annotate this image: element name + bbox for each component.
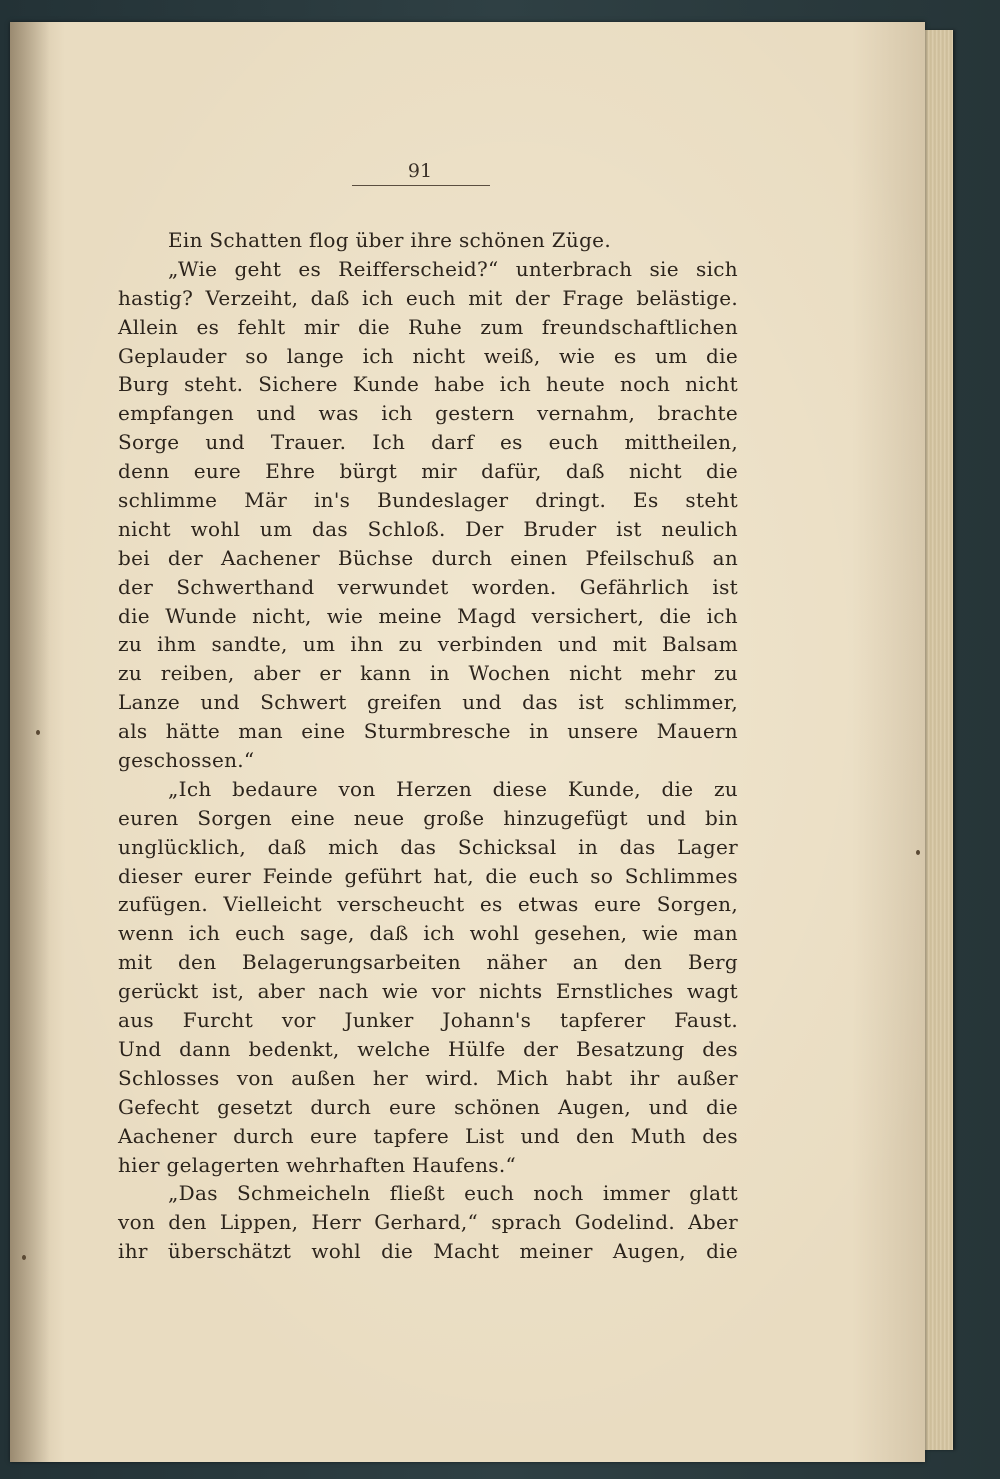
text-line: ihr überschätzt wohl die Macht meiner Augen, die xyxy=(118,1239,738,1264)
text-line: „Das Schmeicheln fließt euch noch immer glatt xyxy=(168,1181,738,1206)
text-line: zufügen. Vielleicht verscheucht es etwas eure Sorgen, xyxy=(118,892,738,917)
text-line: euren Sorgen eine neue große hinzugefügt und bin xyxy=(118,805,738,830)
text-line: Sorge und Trauer. Ich darf es euch mittheilen, xyxy=(118,430,738,455)
text-line: aus Furcht vor Junker Johann's tapferer Faust. xyxy=(118,1008,738,1033)
text-line: hier gelagerten wehrhaften Haufens.“ xyxy=(118,1152,517,1177)
text-line: denn eure Ehre bürgt mir dafür, daß nicht die xyxy=(118,459,738,484)
text-line: „Ich bedaure von Herzen diese Kunde, die zu xyxy=(168,776,738,801)
text-line: die Wunde nicht, wie meine Magd versichert, die ich xyxy=(118,603,738,628)
text-line: wenn ich euch sage, daß ich wohl gesehen, wie man xyxy=(118,921,738,946)
text-line: Burg steht. Sichere Kunde habe ich heute noch nicht xyxy=(118,372,738,397)
text-line: nicht wohl um das Schloß. Der Bruder ist neulich xyxy=(118,516,738,541)
text-line: Geplauder so lange ich nicht weiß, wie es um die xyxy=(118,343,738,368)
text-line: Lanze und Schwert greifen und das ist schlimmer, xyxy=(118,690,738,715)
gutter-shadow xyxy=(10,22,50,1462)
header-rule xyxy=(352,185,490,186)
text-line: Aachener durch eure tapfere List und den Muth des xyxy=(118,1123,738,1148)
text-line: gerückt ist, aber nach wie vor nichts Ernstliches wagt xyxy=(118,979,738,1004)
text-line: schlimme Mär in's Bundeslager dringt. Es steht xyxy=(118,488,738,513)
text-line: von den Lippen, Herr Gerhard,“ sprach Godelind. Aber xyxy=(118,1210,738,1235)
text-line: Gefecht gesetzt durch eure schönen Augen, und die xyxy=(118,1094,738,1119)
text-line: Schlosses von außen her wird. Mich habt ihr außer xyxy=(118,1065,738,1090)
page-number: 91 xyxy=(407,160,433,182)
text-line: mit den Belagerungsarbeiten näher an den Berg xyxy=(118,950,738,975)
text-line: Ein Schatten flog über ihre schönen Züge. xyxy=(168,228,611,252)
text-line: empfangen und was ich gestern vernahm, brachte xyxy=(118,401,738,426)
text-line: unglücklich, daß mich das Schicksal in das Lager xyxy=(118,834,738,859)
text-line: der Schwerthand verwundet worden. Gefährlich ist xyxy=(118,574,738,599)
text-line: hastig? Verzeiht, daß ich euch mit der Frage belästige. xyxy=(118,285,738,310)
margin-mark xyxy=(916,850,920,855)
body-text xyxy=(118,226,738,1266)
text-line: als hätte man eine Sturmbresche in unsere Mauern xyxy=(118,719,738,744)
text-line: zu ihm sandte, um ihn zu verbinden und mit Balsam xyxy=(118,632,738,657)
text-line: dieser eurer Feinde geführt hat, die euch so Schlimmes xyxy=(118,863,738,888)
text-line: zu reiben, aber er kann in Wochen nicht mehr zu xyxy=(118,661,738,686)
text-line: bei der Aachener Büchse durch einen Pfeilschuß an xyxy=(118,545,738,570)
margin-mark xyxy=(36,730,40,735)
margin-mark xyxy=(22,1255,26,1260)
page-stack-edge xyxy=(925,30,953,1450)
text-line: „Wie geht es Reifferscheid?“ unterbrach sie sich xyxy=(168,256,738,281)
text-line: Und dann bedenkt, welche Hülfe der Besatzung des xyxy=(118,1036,738,1061)
text-line: Allein es fehlt mir die Ruhe zum freundschaftlichen xyxy=(118,314,738,339)
text-line: geschossen.“ xyxy=(118,748,255,773)
